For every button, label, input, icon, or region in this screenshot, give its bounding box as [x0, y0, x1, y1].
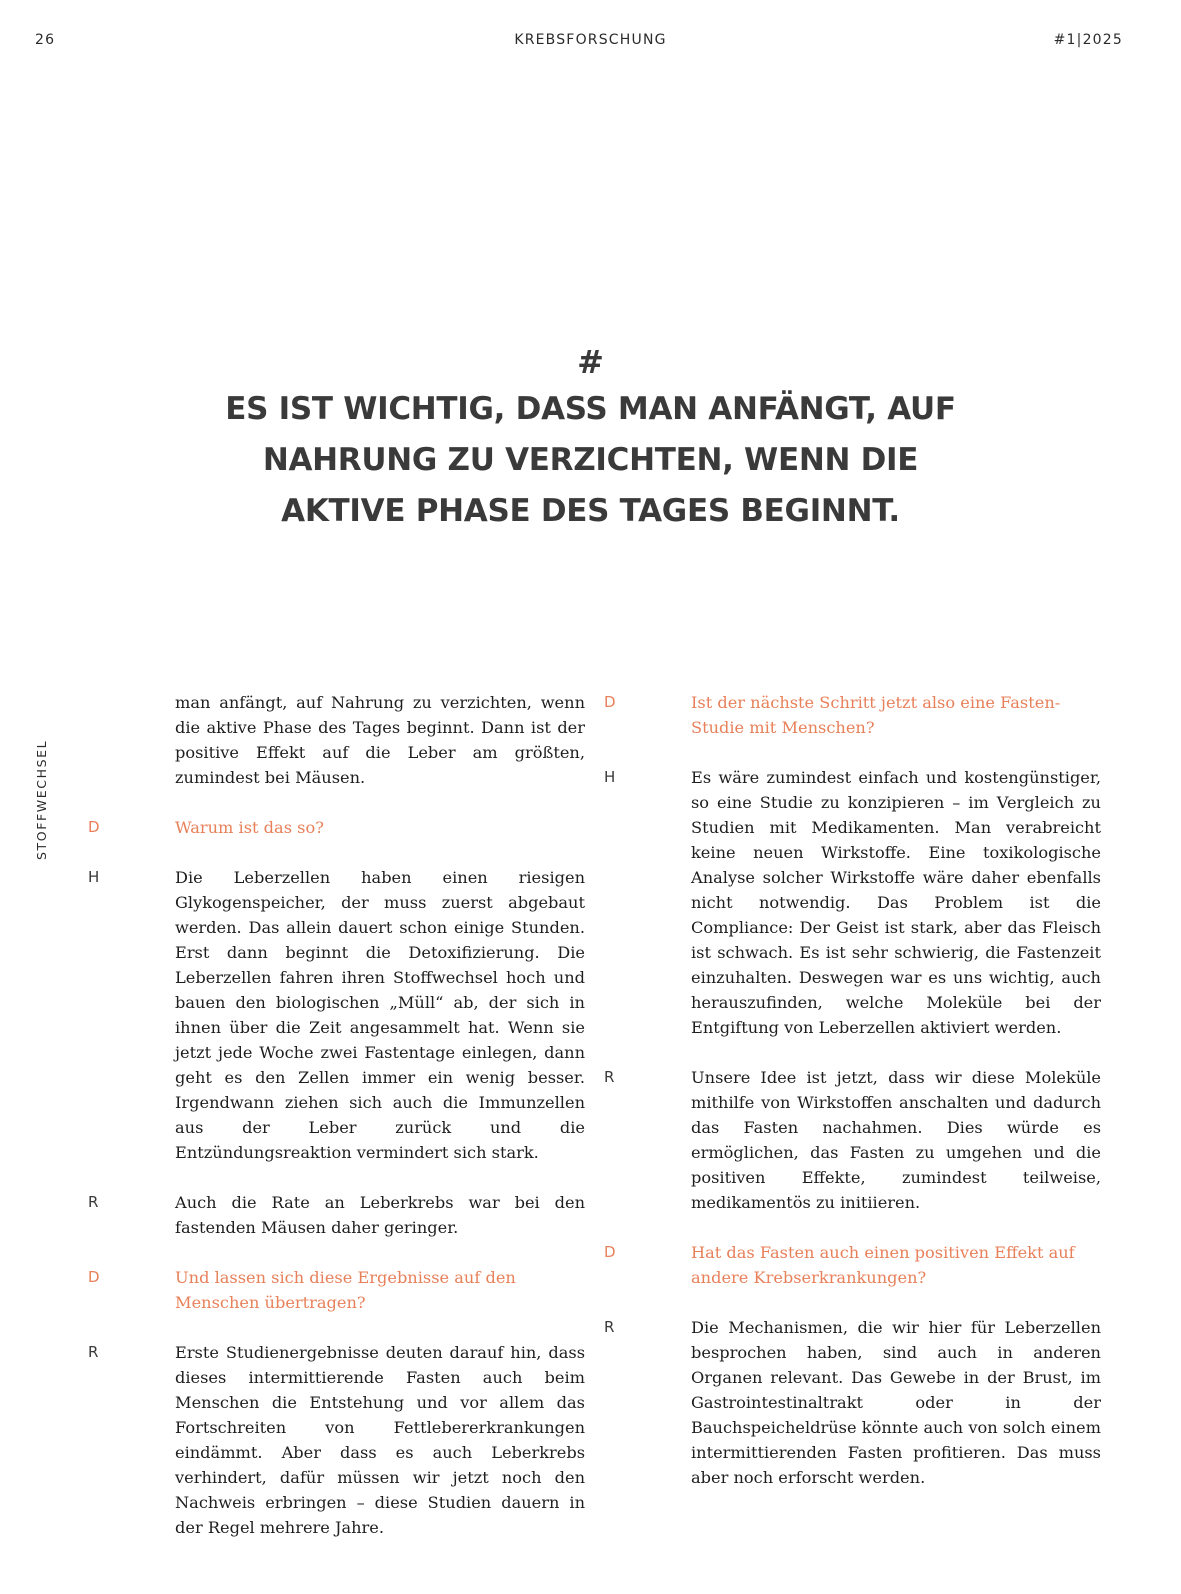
- interview-block: [604, 1315, 1104, 1490]
- speaker-initial: D: [604, 1243, 616, 1261]
- pull-quote: [0, 340, 1181, 537]
- answer-text: man anfängt, auf Nahrung zu verzichten, wenn die aktive Phase des Tages beginnt. Dann ist der positive Effekt auf die Leber am größten, zumindest bei Mäusen.: [175, 693, 585, 787]
- speaker-initial: R: [88, 1343, 99, 1361]
- interview-block: [88, 1340, 588, 1540]
- answer-text: Die Leberzellen haben einen riesigen Glykogenspeicher, der muss zuerst abgebaut werden. Das allein dauert schon einige Stunden. Erst dann beginnt die Detoxifizierung. Die Leberzellen fahren ihren Stoffwechsel hoch und bauen den biologischen „Müll“ ab, der sich in ihnen über die Zeit angesammelt hat. Wenn sie jetzt jede Woche zwei Fastentage einlegen, dann geht es den Zellen immer ein wenig besser. Irgendwann ziehen sich auch die Immunzellen aus der Leber zurück und die Entzündungsreaktion vermindert sich stark.: [175, 868, 585, 1162]
- question-text: Ist der nächste Schritt jetzt also eine Fasten-Studie mit Menschen?: [691, 693, 1061, 737]
- question-text: Hat das Fasten auch einen positiven Effekt auf andere Krebserkrankungen?: [691, 1243, 1075, 1287]
- speaker-initial: [88, 690, 175, 790]
- answer-text: Auch die Rate an Leberkrebs war bei den fastenden Mäusen daher geringer.: [175, 1193, 585, 1237]
- question-text: Und lassen sich diese Ergebnisse auf den Menschen übertragen?: [175, 1268, 516, 1312]
- speaker-initial: D: [88, 1268, 100, 1286]
- speaker-initial: D: [604, 693, 616, 711]
- interview-column-right: [604, 690, 1104, 1515]
- pull-quote-mark: #: [577, 343, 604, 381]
- issue-number: #1|2025: [1053, 32, 1123, 48]
- interview-block: [88, 865, 588, 1165]
- interview-block: [604, 1240, 1104, 1290]
- interview-column-left: [88, 690, 588, 1565]
- speaker-initial: H: [88, 868, 100, 886]
- interview-block: [88, 690, 588, 790]
- interview-block: [88, 815, 588, 840]
- answer-text: Die Mechanismen, die wir hier für Leberzellen besprochen haben, sind auch in anderen Organen relevant. Das Gewebe in der Brust, im Gastrointestinaltrakt oder in der Bauchspeicheldrüse könnte auch von solch einem intermittierenden Fasten profitieren. Das muss aber noch erforscht werden.: [691, 1318, 1101, 1487]
- interview-block: [604, 765, 1104, 1040]
- answer-text: Es wäre zumindest einfach und kostengünstiger, so eine Studie zu konzipieren – im Vergleich zu Studien mit Medikamenten. Man verabreicht keine neuen Wirkstoffe. Eine toxikologische Analyse solcher Wirkstoffe wäre daher ebenfalls nicht notwendig. Das Problem ist die Compliance: Der Geist ist stark, aber das Fleisch ist schwach. Es ist sehr schwierig, die Fastenzeit einzuhalten. Deswegen war es uns wichtig, auch herauszufinden, welche Moleküle bei der Entgiftung von Leberzellen aktiviert werden.: [691, 768, 1101, 1037]
- interview-block: [88, 1265, 588, 1315]
- answer-text: Unsere Idee ist jetzt, dass wir diese Moleküle mithilfe von Wirkstoffen anschalten und dadurch das Fasten nachahmen. Dies würde es ermöglichen, das Fasten zu umgehen und die positiven Effekte, zumindest teilweise, medikamentös zu initiieren.: [691, 1068, 1101, 1212]
- interview-block: [604, 1065, 1104, 1215]
- speaker-initial: R: [88, 1193, 99, 1211]
- section-side-label: STOFFWECHSEL: [34, 739, 49, 860]
- pull-quote-text: ES IST WICHTIG, DASS MAN ANFÄNGT, AUF NAHRUNG ZU VERZICHTEN, WENN DIE AKTIVE PHASE DES TAGES BEGINNT.: [225, 391, 956, 529]
- speaker-initial: R: [604, 1068, 615, 1086]
- page-number: 26: [35, 32, 56, 48]
- answer-text: Erste Studienergebnisse deuten darauf hin, dass dieses intermittierende Fasten auch beim Menschen die Entstehung und vor allem das Fortschreiten von Fettlebererkrankungen eindämmt. Aber dass es auch Leberkrebs verhindert, dafür müssen wir jetzt noch den Nachweis erbringen – diese Studien dauern in der Regel mehrere Jahre.: [175, 1343, 585, 1537]
- speaker-initial: D: [88, 818, 100, 836]
- speaker-initial: H: [604, 768, 616, 786]
- interview-block: [88, 1190, 588, 1240]
- speaker-initial: R: [604, 1318, 615, 1336]
- question-text: Warum ist das so?: [175, 818, 324, 837]
- interview-block: [604, 690, 1104, 740]
- magazine-title: KREBSFORSCHUNG: [514, 32, 667, 48]
